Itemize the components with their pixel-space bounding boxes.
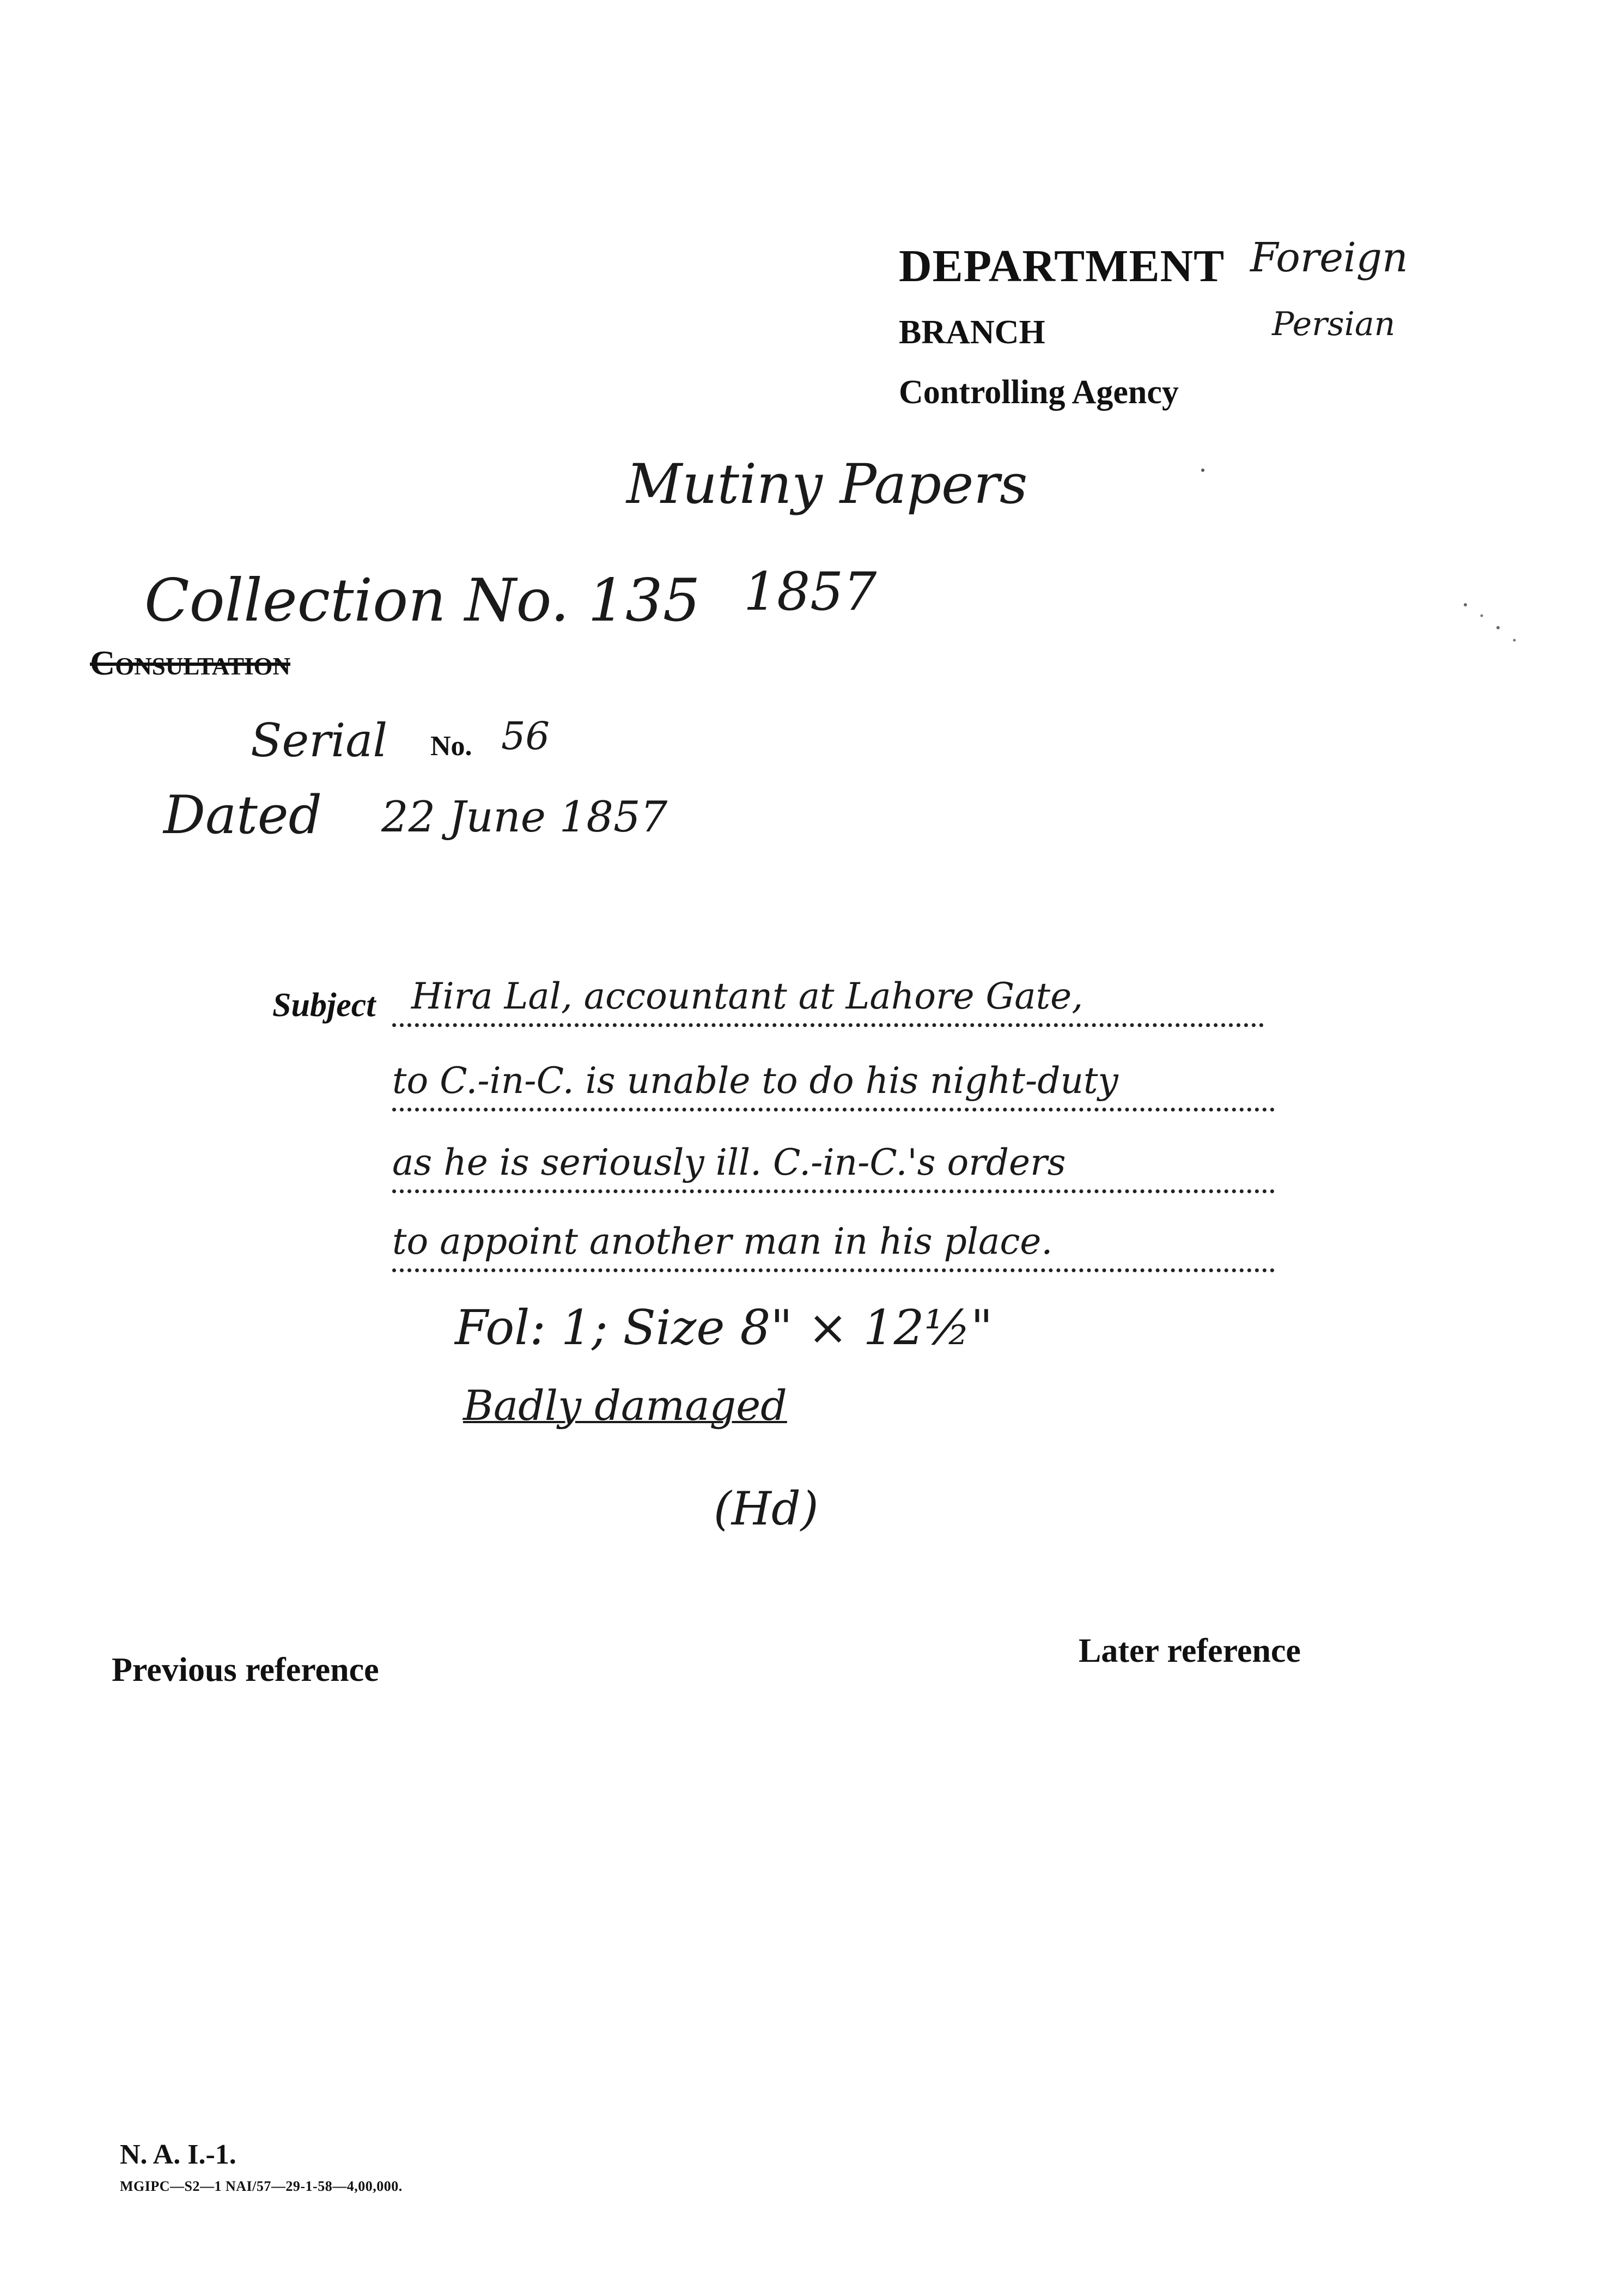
branch-value: Persian	[1272, 305, 1396, 343]
previous-reference-label: Previous reference	[112, 1651, 379, 1688]
collection-number: Collection No. 135	[144, 567, 701, 635]
subject-dotted-line	[392, 1108, 1275, 1111]
serial-word: Serial	[251, 714, 388, 767]
subject-line: to C.-in-C. is unable to do his night-duty	[392, 1060, 1118, 1102]
print-line: MGIPC—S2—1 NAI/57—29-1-58—4,00,000.	[120, 2178, 403, 2194]
subject-dotted-line	[392, 1268, 1275, 1272]
dated-word: Dated	[163, 785, 322, 846]
subject-line: as he is seriously ill. C.-in-C.'s orders	[392, 1141, 1066, 1183]
collection-title: Mutiny Papers	[626, 452, 1028, 516]
serial-no-label: No.	[430, 731, 472, 762]
subject-line: to appoint another man in his place.	[392, 1220, 1053, 1262]
condition-note: Badly damaged	[463, 1381, 787, 1430]
folio-size-note: Fol: 1; Size 8" × 12½"	[455, 1299, 993, 1356]
form-code: N. A. I.-1.	[120, 2139, 236, 2170]
subject-dotted-line	[392, 1189, 1275, 1193]
scan-speck-marks	[1460, 599, 1525, 648]
scan-speck-mark	[1201, 469, 1204, 472]
subject-line: Hira Lal, accountant at Lahore Gate,	[411, 975, 1083, 1017]
department-value: Foreign	[1250, 234, 1408, 281]
serial-number: 56	[501, 714, 550, 758]
subject-dotted-line	[392, 1023, 1264, 1027]
consultation-label: Consultation	[90, 643, 290, 682]
department-label: DEPARTMENT	[899, 241, 1225, 291]
collection-year: 1857	[744, 561, 877, 622]
subject-label: Subject	[272, 987, 376, 1024]
controlling-agency-label: Controlling Agency	[899, 374, 1179, 411]
dated-value: 22 June 1857	[381, 793, 668, 842]
later-reference-label: Later reference	[1079, 1632, 1301, 1669]
branch-label: BRANCH	[899, 314, 1045, 351]
initials-signature: (Hd)	[714, 1482, 819, 1535]
